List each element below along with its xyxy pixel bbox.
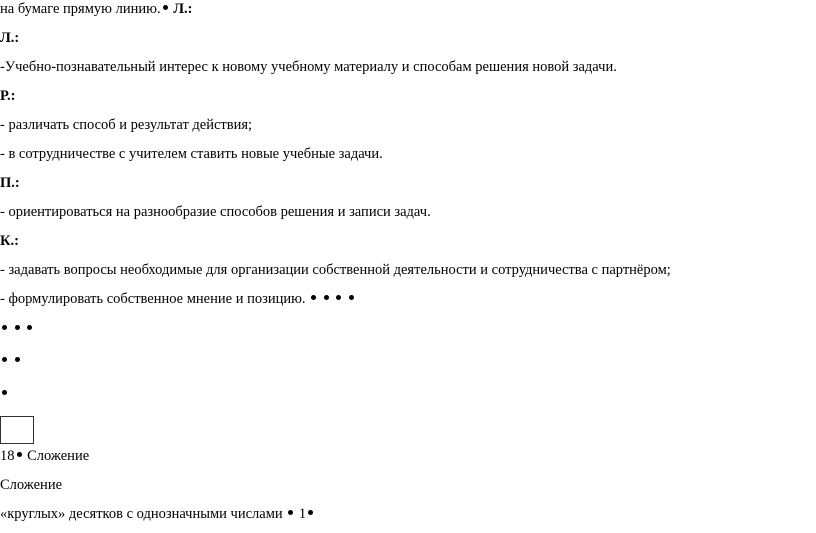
- subtitle: Сложение: [0, 477, 63, 493]
- bullet-dot-icon: [288, 510, 293, 515]
- bullet-dot-icon: [15, 357, 20, 362]
- heading-personal: Л.:: [0, 30, 20, 46]
- last-line-number: 1: [298, 506, 307, 522]
- bullet-dot-icon: [27, 325, 32, 330]
- bullet-dot-icon: [349, 295, 354, 300]
- heading-cognitive: П.:: [0, 175, 20, 191]
- intro-line: [0, 0, 192, 18]
- slide-title-line: [0, 447, 89, 465]
- cognitive-item-1: - ориентироваться на разнообразие способов решения и записи задач.: [0, 204, 431, 220]
- bullet-dot-icon: [2, 325, 7, 330]
- personal-item: -Учебно-познавательный интерес к новому учебному материалу и способам решения новой задачи.: [0, 59, 617, 75]
- empty-frame: [0, 416, 34, 444]
- bullet-dot-icon: [2, 357, 7, 362]
- bullet-dot-icon: [308, 510, 313, 515]
- bullet-dot-icon: [324, 295, 329, 300]
- regulative-item-1: - различать способ и результат действия;: [0, 117, 253, 133]
- last-line: [0, 505, 315, 523]
- bullet-dot-icon: [163, 5, 168, 10]
- communicative-item-2: [0, 290, 356, 308]
- dots-row-2: [0, 352, 22, 370]
- heading-communicative: К.:: [0, 233, 19, 249]
- bullet-dot-icon: [311, 295, 316, 300]
- intro-text: на бумаге прямую линию.: [0, 1, 161, 17]
- slide-number: 18: [0, 448, 15, 464]
- heading-regulative: Р.:: [0, 88, 16, 104]
- regulative-item-2: - в сотрудничестве с учителем ставить новые учебные задачи.: [0, 146, 383, 162]
- dots-row-3: [0, 320, 34, 338]
- bullet-dot-icon: [15, 325, 20, 330]
- last-line-text: «круглых» десятков с однозначными числами: [0, 506, 283, 522]
- bullet-dot-icon: [336, 295, 341, 300]
- bullet-dot-icon: [17, 452, 22, 457]
- slide-title: Сложение: [27, 448, 90, 464]
- bullet-dot-icon: [2, 390, 7, 395]
- dots-row-1: [0, 385, 9, 403]
- communicative-item-1: - задавать вопросы необходимые для организации собственной деятельности и сотрудничества с партнёром;: [0, 262, 671, 278]
- communicative-item-2-text: - формулировать собственное мнение и позицию.: [0, 291, 306, 307]
- intro-label: Л.:: [173, 1, 193, 17]
